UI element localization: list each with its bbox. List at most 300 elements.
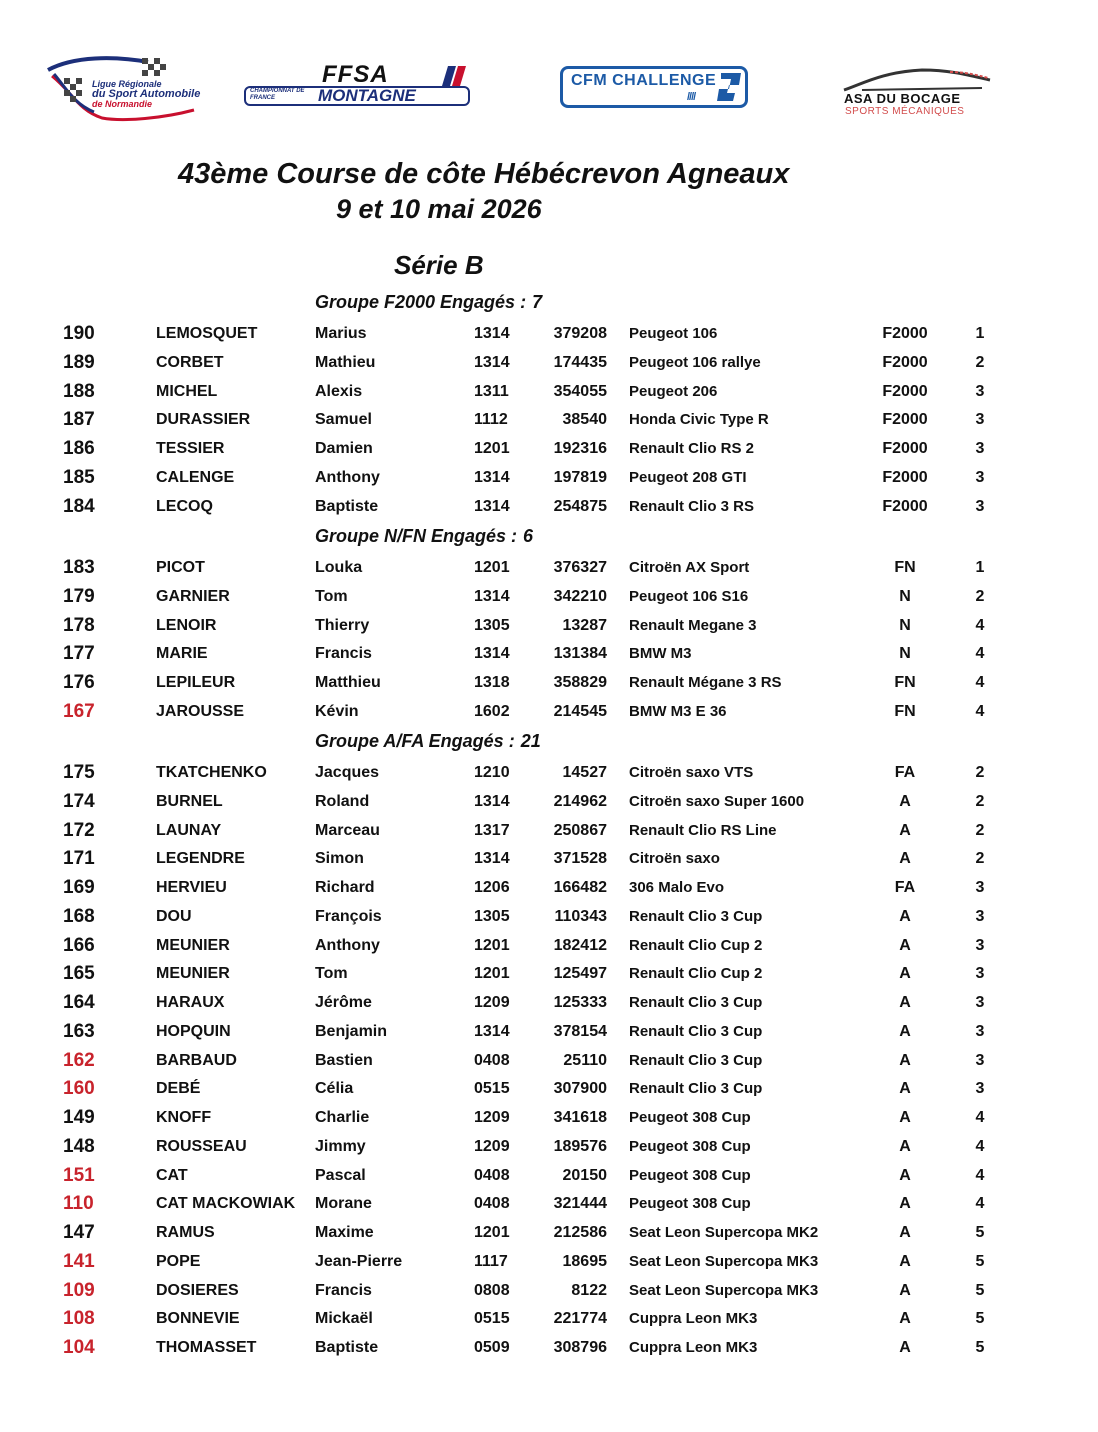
entry-first-name: Marius bbox=[315, 325, 367, 342]
entry-class: 4 bbox=[975, 1195, 985, 1213]
group-heading-f2000 bbox=[315, 291, 542, 313]
entry-last-name: MEUNIER bbox=[156, 936, 230, 954]
entry-car: Peugeot 206 bbox=[629, 382, 718, 400]
entry-group: A bbox=[899, 1252, 911, 1270]
ligue-line1: Ligue Régionale bbox=[92, 79, 162, 89]
entry-number: 151 bbox=[63, 1164, 95, 1186]
table-row bbox=[0, 1192, 1098, 1216]
entry-first-name: Alexis bbox=[315, 382, 363, 400]
ffsa-montagne-logo bbox=[244, 61, 474, 110]
table-row bbox=[0, 380, 1098, 404]
entry-number: 148 bbox=[63, 1135, 95, 1157]
entry-licence: 131384 bbox=[553, 645, 607, 663]
entry-car: Seat Leon Supercopa MK3 bbox=[629, 1252, 819, 1270]
entry-class: 4 bbox=[975, 1137, 985, 1155]
entry-class: 4 bbox=[975, 616, 985, 634]
serie-title: Série B bbox=[394, 250, 484, 280]
entry-class: 5 bbox=[975, 1281, 985, 1299]
entry-class: 3 bbox=[975, 965, 985, 983]
entry-car: Renault Mégane 3 RS bbox=[629, 674, 782, 691]
asa-name: ASA DU BOCAGE bbox=[844, 91, 961, 106]
entry-licence: 13287 bbox=[562, 616, 607, 634]
entry-code: 1209 bbox=[474, 1137, 510, 1155]
entry-class: 3 bbox=[975, 994, 985, 1011]
entry-group: A bbox=[899, 850, 911, 868]
entry-last-name: DOU bbox=[156, 907, 192, 925]
table-row bbox=[0, 556, 1098, 580]
entry-first-name: Charlie bbox=[315, 1109, 370, 1126]
table-row bbox=[0, 1279, 1098, 1303]
entry-car: Peugeot 308 Cup bbox=[629, 1137, 751, 1155]
group-count: 21 bbox=[520, 731, 541, 751]
entry-first-name: Benjamin bbox=[315, 1022, 388, 1040]
entry-last-name: CAT bbox=[156, 1166, 188, 1184]
entry-car: Citroën AX Sport bbox=[629, 559, 750, 576]
entry-group: F2000 bbox=[882, 325, 928, 342]
entry-number: 109 bbox=[63, 1279, 95, 1301]
entry-class: 4 bbox=[975, 1166, 985, 1184]
entry-code: 1314 bbox=[474, 353, 510, 371]
table-row bbox=[0, 466, 1098, 490]
entry-number: 177 bbox=[63, 643, 95, 665]
entry-code: 1305 bbox=[474, 616, 510, 634]
entry-group: A bbox=[899, 1195, 911, 1213]
entry-licence: 174435 bbox=[553, 353, 607, 371]
entry-group: F2000 bbox=[882, 382, 928, 400]
entry-licence: 371528 bbox=[553, 850, 607, 868]
entry-car: Peugeot 308 Cup bbox=[629, 1195, 751, 1213]
entry-group: F2000 bbox=[882, 440, 928, 457]
entry-last-name: BURNEL bbox=[156, 792, 223, 810]
entry-group: FA bbox=[894, 879, 916, 896]
entry-group: A bbox=[899, 1080, 911, 1098]
entry-number: 165 bbox=[63, 963, 95, 985]
entry-first-name: Francis bbox=[315, 1281, 372, 1299]
entry-code: 1209 bbox=[474, 994, 510, 1011]
entry-group: A bbox=[899, 1109, 911, 1126]
entry-class: 2 bbox=[975, 764, 985, 781]
entry-code: 0515 bbox=[474, 1310, 510, 1328]
entry-licence: 212586 bbox=[553, 1224, 607, 1241]
entry-car: Renault Clio 3 Cup bbox=[629, 1080, 763, 1098]
asa-bocage-logo bbox=[842, 66, 992, 122]
entry-first-name: Thierry bbox=[315, 616, 370, 634]
entry-group: FA bbox=[894, 764, 916, 781]
entry-code: 1201 bbox=[474, 1224, 510, 1241]
entry-last-name: POPE bbox=[156, 1252, 201, 1270]
entry-number: 162 bbox=[63, 1049, 95, 1071]
entry-class: 3 bbox=[975, 468, 985, 486]
entry-last-name: LEMOSQUET bbox=[156, 325, 258, 342]
entry-last-name: TESSIER bbox=[156, 440, 225, 457]
table-row bbox=[0, 1250, 1098, 1274]
entry-first-name: Mickaël bbox=[315, 1310, 373, 1328]
entry-first-name: Samuel bbox=[315, 411, 372, 429]
entry-class: 3 bbox=[975, 440, 985, 457]
entry-class: 2 bbox=[975, 850, 985, 868]
entry-code: 1201 bbox=[474, 936, 510, 954]
entry-last-name: MARIE bbox=[156, 645, 208, 663]
ffsa-wordmark: FFSA bbox=[322, 61, 389, 88]
entry-number: 187 bbox=[63, 409, 95, 431]
entry-last-name: BARBAUD bbox=[156, 1051, 237, 1069]
table-row bbox=[0, 437, 1098, 461]
entry-car: Cuppra Leon MK3 bbox=[629, 1310, 758, 1328]
entry-code: 1314 bbox=[474, 1022, 510, 1040]
table-row bbox=[0, 934, 1098, 958]
entry-car: Peugeot 308 Cup bbox=[629, 1166, 751, 1184]
entry-group: N bbox=[899, 645, 911, 663]
entry-last-name: LEGENDRE bbox=[156, 850, 245, 868]
entry-class: 4 bbox=[975, 645, 985, 663]
entry-number: 166 bbox=[63, 934, 95, 956]
entry-licence: 125333 bbox=[553, 994, 607, 1011]
entry-group: A bbox=[899, 1310, 911, 1328]
entry-licence: 197819 bbox=[553, 468, 607, 486]
entry-class: 2 bbox=[975, 587, 985, 605]
entry-code: 1117 bbox=[474, 1252, 508, 1270]
entry-first-name: Bastien bbox=[315, 1051, 373, 1069]
entry-licence: 14527 bbox=[562, 764, 607, 781]
entry-number: 186 bbox=[63, 438, 95, 459]
group-label: Groupe A/FA Engagés : bbox=[315, 731, 515, 751]
entry-last-name: TKATCHENKO bbox=[156, 764, 267, 781]
entry-first-name: Morane bbox=[315, 1195, 372, 1213]
entry-code: 1317 bbox=[474, 821, 510, 839]
entry-group: A bbox=[899, 1224, 911, 1241]
entry-group: A bbox=[899, 821, 911, 839]
table-row bbox=[0, 1164, 1098, 1188]
entry-licence: 189576 bbox=[553, 1137, 607, 1155]
cfm-challenge-logo bbox=[560, 66, 748, 108]
entry-code: 0808 bbox=[474, 1281, 510, 1299]
entry-group: A bbox=[899, 1281, 911, 1299]
entry-last-name: CALENGE bbox=[156, 468, 235, 486]
entry-class: 3 bbox=[975, 1022, 985, 1040]
table-row bbox=[0, 819, 1098, 843]
entry-first-name: Maxime bbox=[315, 1224, 374, 1241]
entry-number: 147 bbox=[63, 1222, 95, 1243]
entry-group: F2000 bbox=[882, 353, 928, 371]
group-count: 6 bbox=[523, 526, 534, 546]
entry-class: 3 bbox=[975, 936, 985, 954]
table-row bbox=[0, 495, 1098, 519]
entry-first-name: Simon bbox=[315, 850, 364, 868]
entry-first-name: Tom bbox=[315, 965, 348, 983]
entry-group: N bbox=[899, 616, 911, 634]
entry-car: Renault Clio RS 2 bbox=[629, 440, 755, 457]
entry-group: A bbox=[899, 1166, 911, 1184]
entry-code: 1602 bbox=[474, 702, 510, 720]
ligue-line2: du Sport Automobile bbox=[92, 88, 201, 100]
entry-number: 169 bbox=[63, 877, 95, 898]
entry-first-name: Francis bbox=[315, 645, 372, 663]
entry-class: 3 bbox=[975, 907, 985, 925]
entry-code: 1314 bbox=[474, 587, 510, 605]
entry-group: A bbox=[899, 936, 911, 954]
entry-last-name: ROUSSEAU bbox=[156, 1137, 247, 1155]
entry-car: Citroën saxo VTS bbox=[629, 764, 754, 781]
entry-class: 4 bbox=[975, 674, 985, 691]
entry-number: 108 bbox=[63, 1308, 95, 1330]
ffsa-championnat-text: CHAMPIONNAT DE FRANCE bbox=[250, 88, 305, 101]
entry-class: 3 bbox=[975, 1051, 985, 1069]
group-label: Groupe N/FN Engagés : bbox=[315, 526, 518, 546]
entry-last-name: GARNIER bbox=[156, 587, 230, 605]
entry-number: 179 bbox=[63, 585, 95, 607]
group-heading-a-fa bbox=[315, 730, 541, 752]
entry-first-name: Tom bbox=[315, 587, 348, 605]
entry-licence: 214962 bbox=[553, 792, 607, 810]
entry-number: 168 bbox=[63, 905, 95, 927]
entry-class: 5 bbox=[975, 1252, 985, 1270]
table-row bbox=[0, 671, 1098, 695]
entry-number: 149 bbox=[63, 1107, 95, 1128]
entry-first-name: Richard bbox=[315, 879, 375, 896]
entry-number: 174 bbox=[63, 790, 95, 812]
entry-number: 176 bbox=[63, 672, 95, 693]
entry-code: 1314 bbox=[474, 497, 510, 515]
entry-class: 3 bbox=[975, 879, 985, 896]
entry-licence: 321444 bbox=[553, 1195, 607, 1213]
entry-class: 3 bbox=[975, 382, 985, 400]
entry-licence: 125497 bbox=[553, 965, 607, 983]
entry-code: 1201 bbox=[474, 440, 510, 457]
entry-car: Peugeot 208 GTI bbox=[629, 468, 747, 486]
entry-code: 0509 bbox=[474, 1339, 510, 1356]
table-row bbox=[0, 322, 1098, 346]
entry-code: 1318 bbox=[474, 674, 510, 691]
entry-last-name: LEPILEUR bbox=[156, 674, 236, 691]
entry-last-name: THOMASSET bbox=[156, 1339, 257, 1356]
entry-class: 3 bbox=[975, 411, 985, 429]
entry-code: 1314 bbox=[474, 850, 510, 868]
entry-first-name: Pascal bbox=[315, 1166, 366, 1184]
table-row bbox=[0, 962, 1098, 986]
entry-group: A bbox=[899, 1051, 911, 1069]
entry-licence: 20150 bbox=[562, 1166, 607, 1184]
cfm-text: CFM CHALLENGE bbox=[571, 72, 717, 89]
entry-first-name: François bbox=[315, 907, 382, 925]
entry-car: Citroën saxo Super 1600 bbox=[629, 792, 805, 810]
table-row bbox=[0, 1049, 1098, 1073]
group-count: 7 bbox=[532, 292, 543, 312]
entry-first-name: Jean-Pierre bbox=[315, 1252, 403, 1270]
entry-car: Renault Clio Cup 2 bbox=[629, 965, 763, 983]
table-row bbox=[0, 991, 1098, 1015]
entry-class: 1 bbox=[975, 559, 985, 576]
table-row bbox=[0, 408, 1098, 432]
table-row bbox=[0, 790, 1098, 814]
entry-last-name: HARAUX bbox=[156, 994, 225, 1011]
entry-number: 183 bbox=[63, 557, 95, 578]
entry-last-name: JAROUSSE bbox=[156, 702, 245, 720]
entry-last-name: LECOQ bbox=[156, 497, 213, 515]
entry-code: 1314 bbox=[474, 792, 510, 810]
entry-first-name: Baptiste bbox=[315, 1339, 379, 1356]
entry-group: F2000 bbox=[882, 468, 928, 486]
entry-licence: 342210 bbox=[553, 587, 607, 605]
entry-first-name: Anthony bbox=[315, 936, 380, 954]
entry-group: A bbox=[899, 792, 911, 810]
entry-first-name: Célia bbox=[315, 1080, 354, 1098]
entry-class: 2 bbox=[975, 792, 985, 810]
entry-last-name: MEUNIER bbox=[156, 965, 230, 983]
group-label: Groupe F2000 Engagés : bbox=[315, 292, 527, 312]
entry-number: 172 bbox=[63, 819, 95, 841]
entry-code: 1314 bbox=[474, 325, 510, 342]
entry-car: Renault Clio 3 Cup bbox=[629, 994, 763, 1011]
entry-number: 110 bbox=[63, 1193, 94, 1215]
ligue-logo-text bbox=[92, 80, 200, 109]
entry-class: 4 bbox=[975, 1109, 985, 1126]
entry-group: F2000 bbox=[882, 497, 928, 515]
entry-group: A bbox=[899, 1339, 911, 1356]
entry-licence: 308796 bbox=[553, 1339, 607, 1356]
entry-car: Renault Clio 3 Cup bbox=[629, 1022, 763, 1040]
entry-first-name: Matthieu bbox=[315, 674, 381, 691]
entry-last-name: DEBÉ bbox=[156, 1080, 201, 1098]
entry-first-name: Jérôme bbox=[315, 994, 372, 1011]
entry-first-name: Jimmy bbox=[315, 1137, 366, 1155]
entry-licence: 8122 bbox=[571, 1281, 607, 1299]
entry-last-name: RAMUS bbox=[156, 1224, 215, 1241]
entry-licence: 166482 bbox=[553, 879, 607, 896]
sports-car-icon bbox=[842, 66, 992, 94]
entry-car: Renault Clio 3 Cup bbox=[629, 1051, 763, 1069]
table-row bbox=[0, 1135, 1098, 1159]
entry-group: N bbox=[899, 587, 911, 605]
entry-licence: 192316 bbox=[553, 440, 607, 457]
entry-group: A bbox=[899, 994, 911, 1011]
table-row bbox=[0, 876, 1098, 900]
table-row bbox=[0, 1077, 1098, 1101]
ffsa-montagne-text: MONTAGNE bbox=[318, 86, 416, 105]
table-row bbox=[0, 761, 1098, 785]
entry-code: 1314 bbox=[474, 645, 510, 663]
entry-class: 2 bbox=[975, 353, 985, 371]
entry-number: 190 bbox=[63, 323, 95, 344]
entry-licence: 110343 bbox=[554, 907, 607, 925]
entry-car: Renault Clio Cup 2 bbox=[629, 936, 763, 954]
cfm-shield-icon bbox=[715, 71, 743, 103]
entry-code: 1314 bbox=[474, 468, 510, 486]
entry-code: 0408 bbox=[474, 1166, 510, 1184]
entry-licence: 38540 bbox=[562, 411, 607, 429]
entry-group: FN bbox=[894, 559, 916, 576]
entry-first-name: Roland bbox=[315, 792, 370, 810]
entry-car: 306 Malo Evo bbox=[629, 879, 725, 896]
event-date: 9 et 10 mai 2026 bbox=[336, 194, 542, 224]
entry-first-name: Anthony bbox=[315, 468, 380, 486]
entry-class: 5 bbox=[975, 1339, 985, 1356]
entry-licence: 358829 bbox=[553, 674, 607, 691]
entry-last-name: KNOFF bbox=[156, 1109, 212, 1126]
entry-class: 4 bbox=[975, 702, 985, 720]
entry-group: FN bbox=[894, 674, 916, 691]
entry-licence: 376327 bbox=[553, 559, 607, 576]
table-row bbox=[0, 351, 1098, 375]
entry-car: Seat Leon Supercopa MK3 bbox=[629, 1281, 819, 1299]
entry-first-name: Kévin bbox=[315, 702, 359, 720]
entry-number: 171 bbox=[63, 848, 95, 870]
entry-last-name: BONNEVIE bbox=[156, 1310, 240, 1328]
entry-last-name: HERVIEU bbox=[156, 879, 227, 896]
table-row bbox=[0, 905, 1098, 929]
entry-number: 175 bbox=[63, 762, 95, 783]
entry-first-name: Louka bbox=[315, 559, 363, 576]
entry-licence: 254875 bbox=[553, 497, 607, 515]
cfm-marks: //// bbox=[687, 91, 696, 103]
entry-last-name: CAT MACKOWIAK bbox=[156, 1195, 296, 1213]
entry-first-name: Marceau bbox=[315, 821, 380, 839]
entry-last-name: LAUNAY bbox=[156, 821, 222, 839]
entry-code: 0408 bbox=[474, 1195, 510, 1213]
table-row bbox=[0, 585, 1098, 609]
table-row bbox=[0, 642, 1098, 666]
entry-number: 185 bbox=[63, 466, 95, 488]
entry-number: 178 bbox=[63, 614, 95, 636]
entry-licence: 221774 bbox=[553, 1310, 607, 1328]
entry-class: 3 bbox=[975, 497, 985, 515]
entry-code: 1210 bbox=[474, 764, 510, 781]
table-row bbox=[0, 1221, 1098, 1245]
entry-car: Seat Leon Supercopa MK2 bbox=[629, 1224, 819, 1241]
entry-number: 160 bbox=[63, 1078, 95, 1100]
entry-code: 1311 bbox=[474, 382, 509, 400]
entry-last-name: HOPQUIN bbox=[156, 1022, 231, 1040]
entry-car: BMW M3 bbox=[629, 645, 692, 663]
entry-last-name: MICHEL bbox=[156, 382, 218, 400]
entry-number: 164 bbox=[63, 992, 95, 1013]
table-row bbox=[0, 614, 1098, 638]
entry-car: Renault Megane 3 bbox=[629, 616, 757, 634]
entry-first-name: Baptiste bbox=[315, 497, 379, 515]
entry-class: 1 bbox=[975, 325, 985, 342]
entry-licence: 341618 bbox=[553, 1109, 607, 1126]
entry-group: F2000 bbox=[882, 411, 928, 429]
entry-licence: 378154 bbox=[553, 1022, 607, 1040]
group-heading-n-fn bbox=[315, 525, 533, 547]
ffsa-stripes-icon bbox=[440, 66, 470, 86]
entry-number: 189 bbox=[63, 351, 95, 373]
entry-code: 0408 bbox=[474, 1051, 510, 1069]
entry-car: Citroën saxo bbox=[629, 850, 720, 868]
entry-licence: 25110 bbox=[563, 1051, 607, 1069]
ligue-line3: de Normandie bbox=[92, 99, 153, 109]
entry-car: Honda Civic Type R bbox=[629, 411, 769, 429]
entry-licence: 182412 bbox=[553, 936, 607, 954]
entry-code: 1206 bbox=[474, 879, 510, 896]
entry-licence: 354055 bbox=[553, 382, 607, 400]
entry-first-name: Jacques bbox=[315, 764, 380, 781]
table-row bbox=[0, 700, 1098, 724]
entry-car: Renault Clio 3 RS bbox=[629, 497, 755, 515]
entry-last-name: CORBET bbox=[156, 353, 224, 371]
entry-number: 188 bbox=[63, 380, 95, 402]
entry-code: 1112 bbox=[474, 411, 508, 429]
entry-car: Peugeot 106 bbox=[629, 325, 718, 342]
entry-number: 141 bbox=[63, 1250, 95, 1272]
entry-licence: 18695 bbox=[562, 1252, 607, 1270]
entry-code: 1201 bbox=[474, 965, 510, 983]
entry-last-name: PICOT bbox=[156, 559, 205, 576]
entry-class: 3 bbox=[975, 1080, 985, 1098]
ligue-normandie-logo bbox=[44, 52, 214, 124]
table-row bbox=[0, 1336, 1098, 1360]
table-row bbox=[0, 1020, 1098, 1044]
event-title: 43ème Course de côte Hébécrevon Agneaux bbox=[178, 158, 790, 190]
